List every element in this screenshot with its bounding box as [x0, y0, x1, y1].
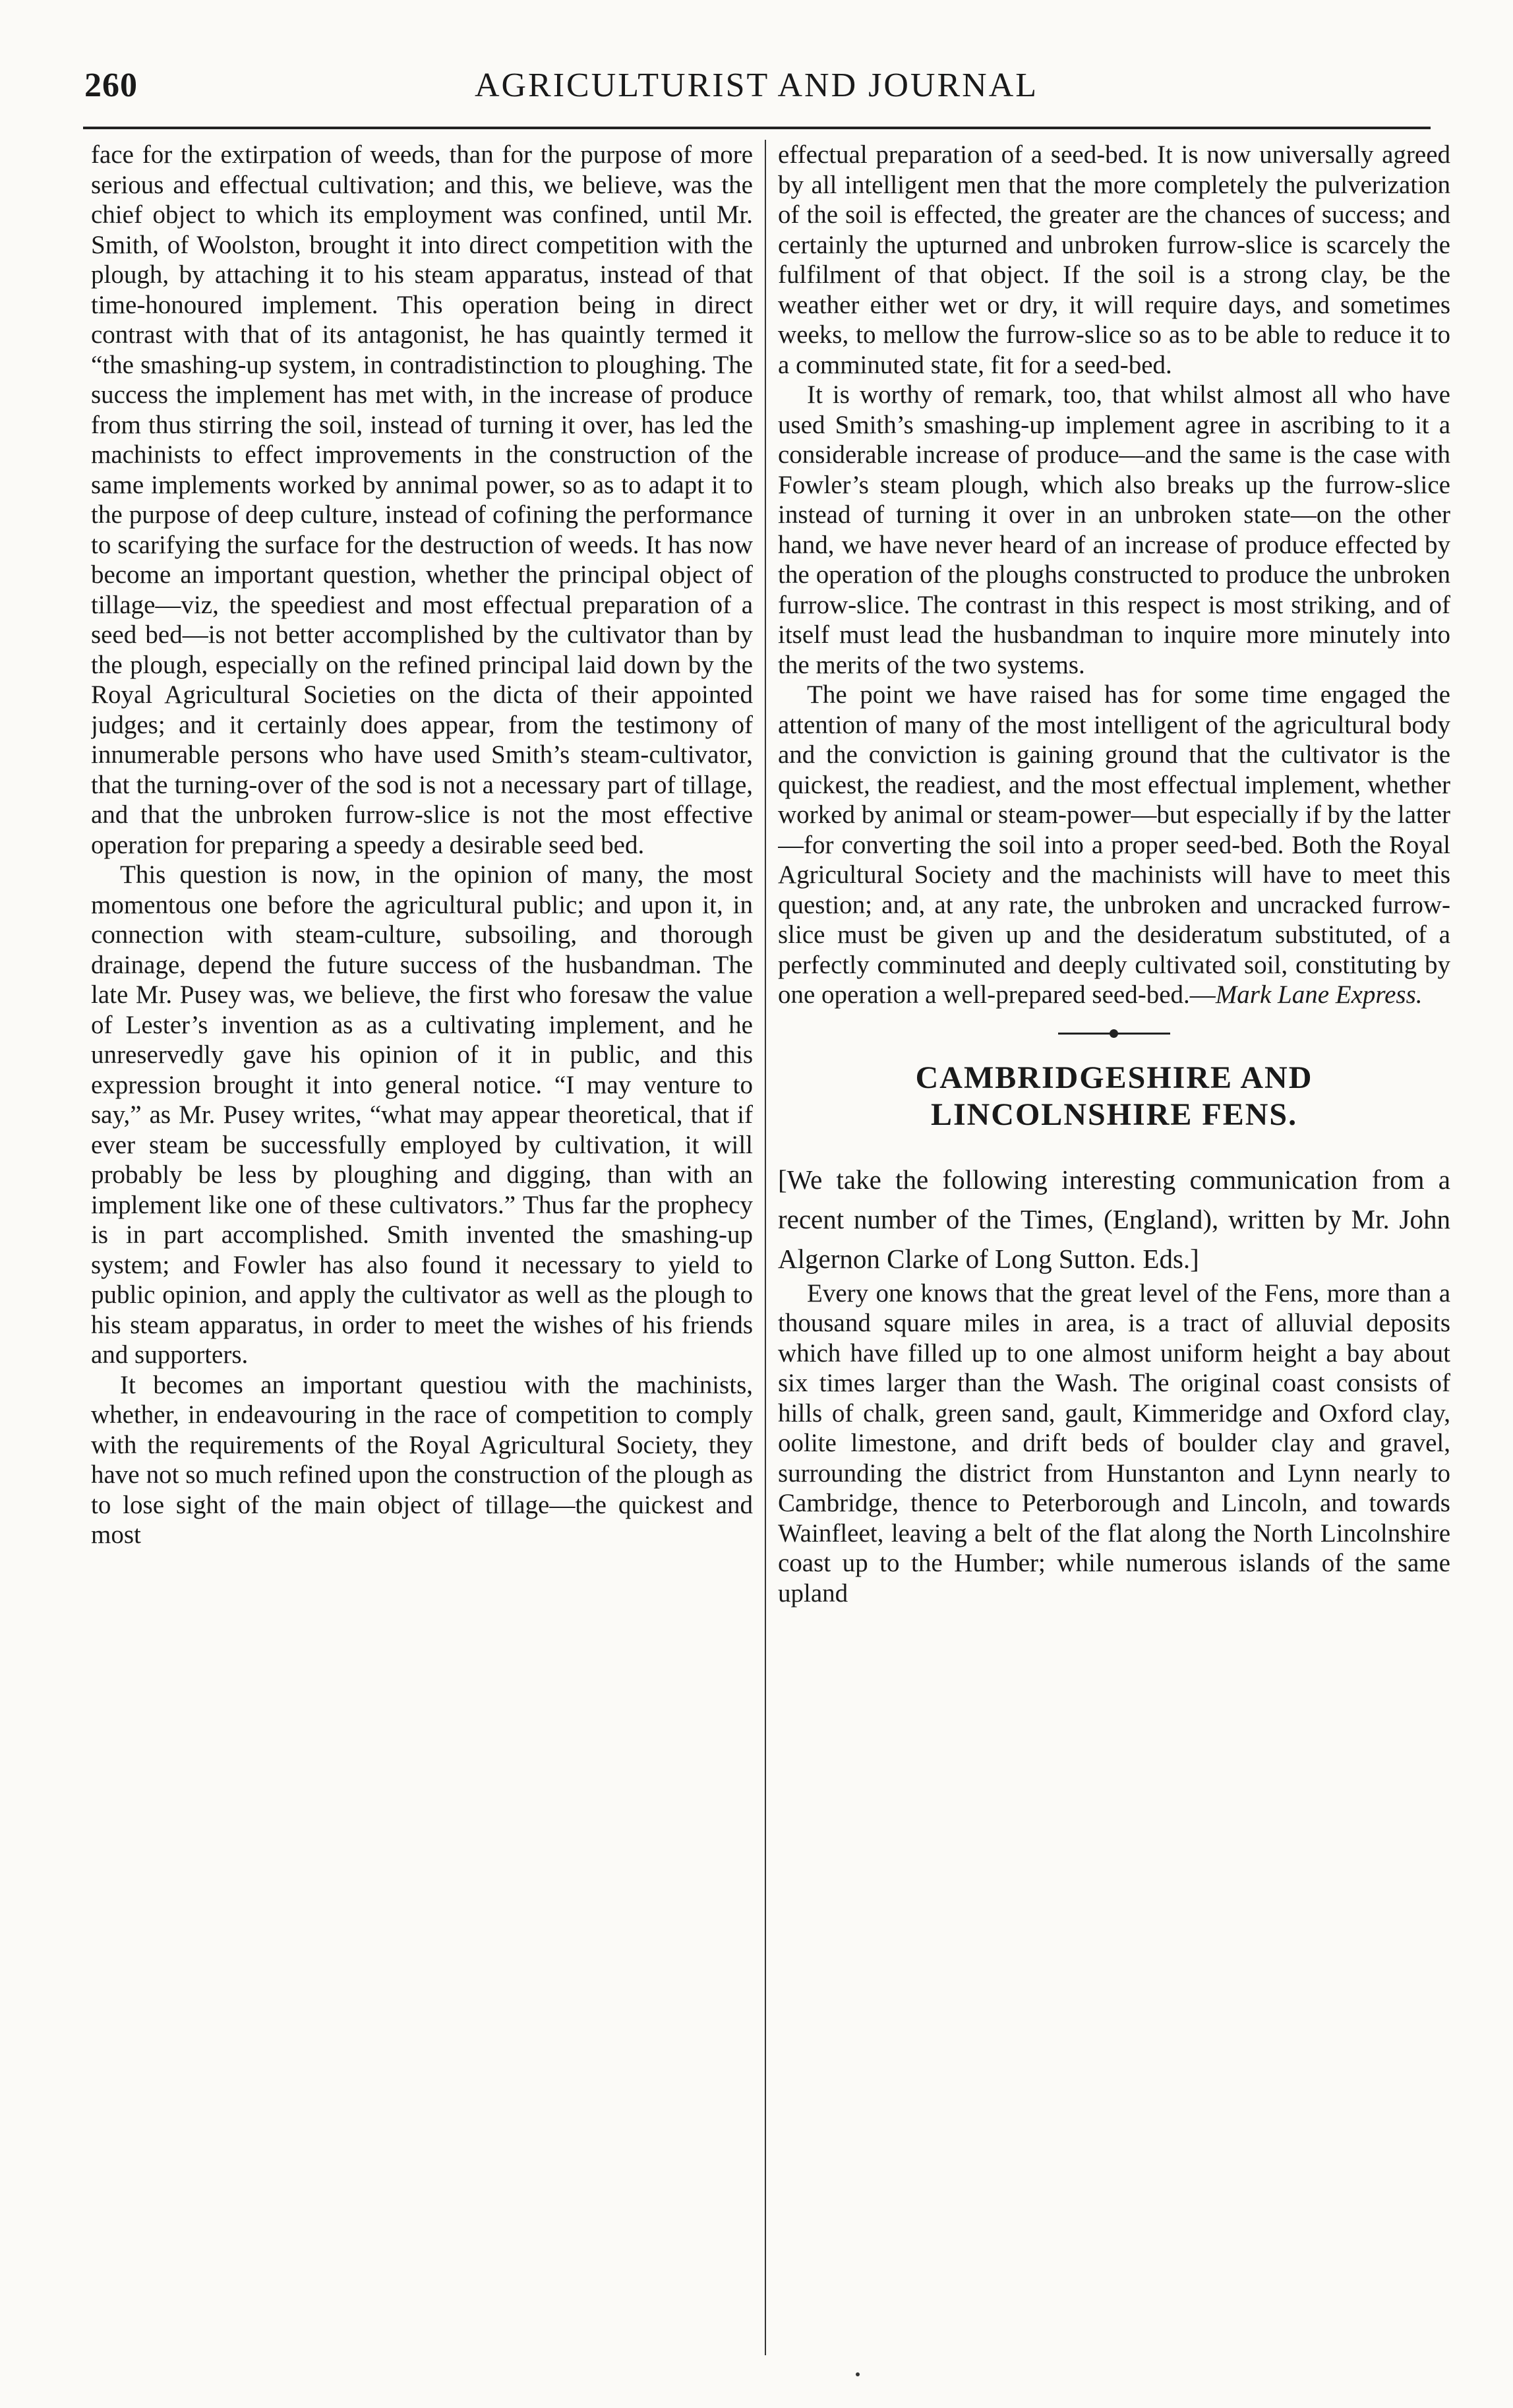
right-paragraph-3 [778, 680, 1450, 1010]
page-number: 260 [84, 67, 138, 104]
left-paragraph-2: This question is now, in the opinion of many, the most momentous one before the agricultural public; and upon it, in connection with steam-culture, subsoiling, and thorough drainage, depend the future success of the husbandman. The late Mr. Pusey was, we believe, the first who foresaw the value of Lester’s invention as as a cultivating implement, and he unreservedly gave his opinion of it in public, and this expression brought it into general notice. “I may venture to say,” as Mr. Pusey writes, “what may appear theoretical, that if ever steam be successfully employed by cultivation, it will probably be less by ploughing and digging, than with an implement like one of these cultivators.” Thus far the prophecy is in part accomplished. Smith invented the smashing-up system; and Fowler has also found it necessary to yield to public opinion, and apply the cultivator as well as the plough to his steam apparatus, in order to meet the wishes of his friends and supporters. [91, 860, 753, 1369]
left-paragraph-1: face for the extirpation of weeds, than for the purpose of more serious and effectual cultivation; and this, we believe, was the chief object to which its employment was confined, until Mr. Smith, of Woolston, brought it into direct competition with the plough, by attaching it to his steam apparatus, instead of that time-honoured implement. This operation being in direct contrast with that of its antagonist, he has quaintly termed it “the smashing-up system, in contradistinction to ploughing. The success the implement has met with, in the increase of produce from thus stirring the soil, instead of turning it over, has led the machinists to effect improvements in the construction of the same implements worked by annimal power, so as to adapt it to the purpose of deep culture, instead of cofining the performance to scarifying the surface for the destruction of weeds. It has now become an important question, whether the principal object of tillage—viz, the speediest and most effectual preparation of a seed bed—is not better accomplished by the cultivator than by the plough, especially on the refined principal laid down by the Royal Agricultural Societies on the dicta of their appointed judges; and it certainly does appear, from the testimony of innumerable persons who have used Smith’s steam-cultivator, that the turning-over of the sod is not a necessary part of tillage, and that the unbroken furrow-slice is not the most effective operation for preparing a speedy a desirable seed bed. [91, 140, 753, 859]
right-column [778, 140, 1450, 2355]
header-rule [83, 127, 1431, 129]
left-column [91, 140, 753, 2355]
column-divider [765, 140, 766, 2355]
left-paragraph-3: It becomes an important questiou with the machinists, whether, in endeavouring in the race of competition to comply with the requirements of the Royal Agricultural Society, they have not so much refined upon the construction of the plough as to lose sight of the main object of tillage—the quickest and most [91, 1370, 753, 1549]
section-heading: CAMBRIDGESHIRE AND LINCOLNSHIRE FENS. [915, 1060, 1313, 1132]
source-credit: Mark Lane Express. [1215, 980, 1423, 1009]
right-paragraph-1: effectual preparation of a seed-bed. It is now universally agreed by all intelligent men that the more completely the pulverization of the soil is effected, the greater are the chances of success; and certainly the upturned and unbroken furrow-slice is scarcely the fulfilment of that object. If the soil is a strong clay, be the weather either wet or dry, it will require days, and sometimes weeks, to mellow the furrow-slice so as to be able to reduce it to a comminuted state, fit for a seed-bed. [778, 140, 1450, 379]
editor-note: [We take the following interesting communication from a recent number of the Times, (England), written by Mr. John Algernon Clarke of Long Sutton. Eds.] [778, 1164, 1450, 1274]
section-divider-ornament [1058, 1033, 1170, 1035]
running-title: AGRICULTURIST AND JOURNAL [474, 67, 1039, 104]
fens-paragraph: Every one knows that the great level of the Fens, more than a thousand square miles in area, is a tract of alluvial deposits which have filled up to one almost uniform height a bay about six times larger than the Wash. The original coast consists of hills of chalk, green sand, gault, Kimmeridge and Oxford clay, oolite limestone, and drift beds of boulder clay and gravel, surrounding the district from Hunstanton and Lynn nearly to Cambridge, thence to Peterborough and Lincoln, and towards Wainfleet, leaving a belt of the flat along the North Lincolnshire coast up to the Humber; while numerous islands of the same upland [778, 1279, 1450, 1608]
right-paragraph-2: It is worthy of remark, too, that whilst almost all who have used Smith’s smashing-up implement agree in ascribing to it a considerable increase of produce—and the same is the case with Fowler’s steam plough, which also breaks up the furrow-slice instead of turning it over in an unbroken state—on the other hand, we have never heard of an increase of produce effected by the operation of the ploughs constructed to produce the unbroken furrow-slice. The contrast in this respect is most striking, and of itself must lead the husbandman to inquire more minutely into the merits of the two systems. [778, 380, 1450, 679]
right-paragraph-3-text: The point we have raised has for some time engaged the attention of many of the most intelligent of the agricultural body and the conviction is gaining ground that the cultivator is the quickest, the readiest, and the most effectual implement, whether worked by animal or steam-power—but especially if by the latter—for converting the soil into a proper seed-bed. Both the Royal Agricultural Society and the machinists will have to meet this question; and, at any rate, the unbroken and uncracked furrow-slice must be given up and the desideratum substituted, of a perfectly comminuted and deeply cultivated soil, constituting by one operation a well-prepared seed-bed.— [778, 680, 1450, 1009]
bottom-mark [856, 2372, 860, 2376]
